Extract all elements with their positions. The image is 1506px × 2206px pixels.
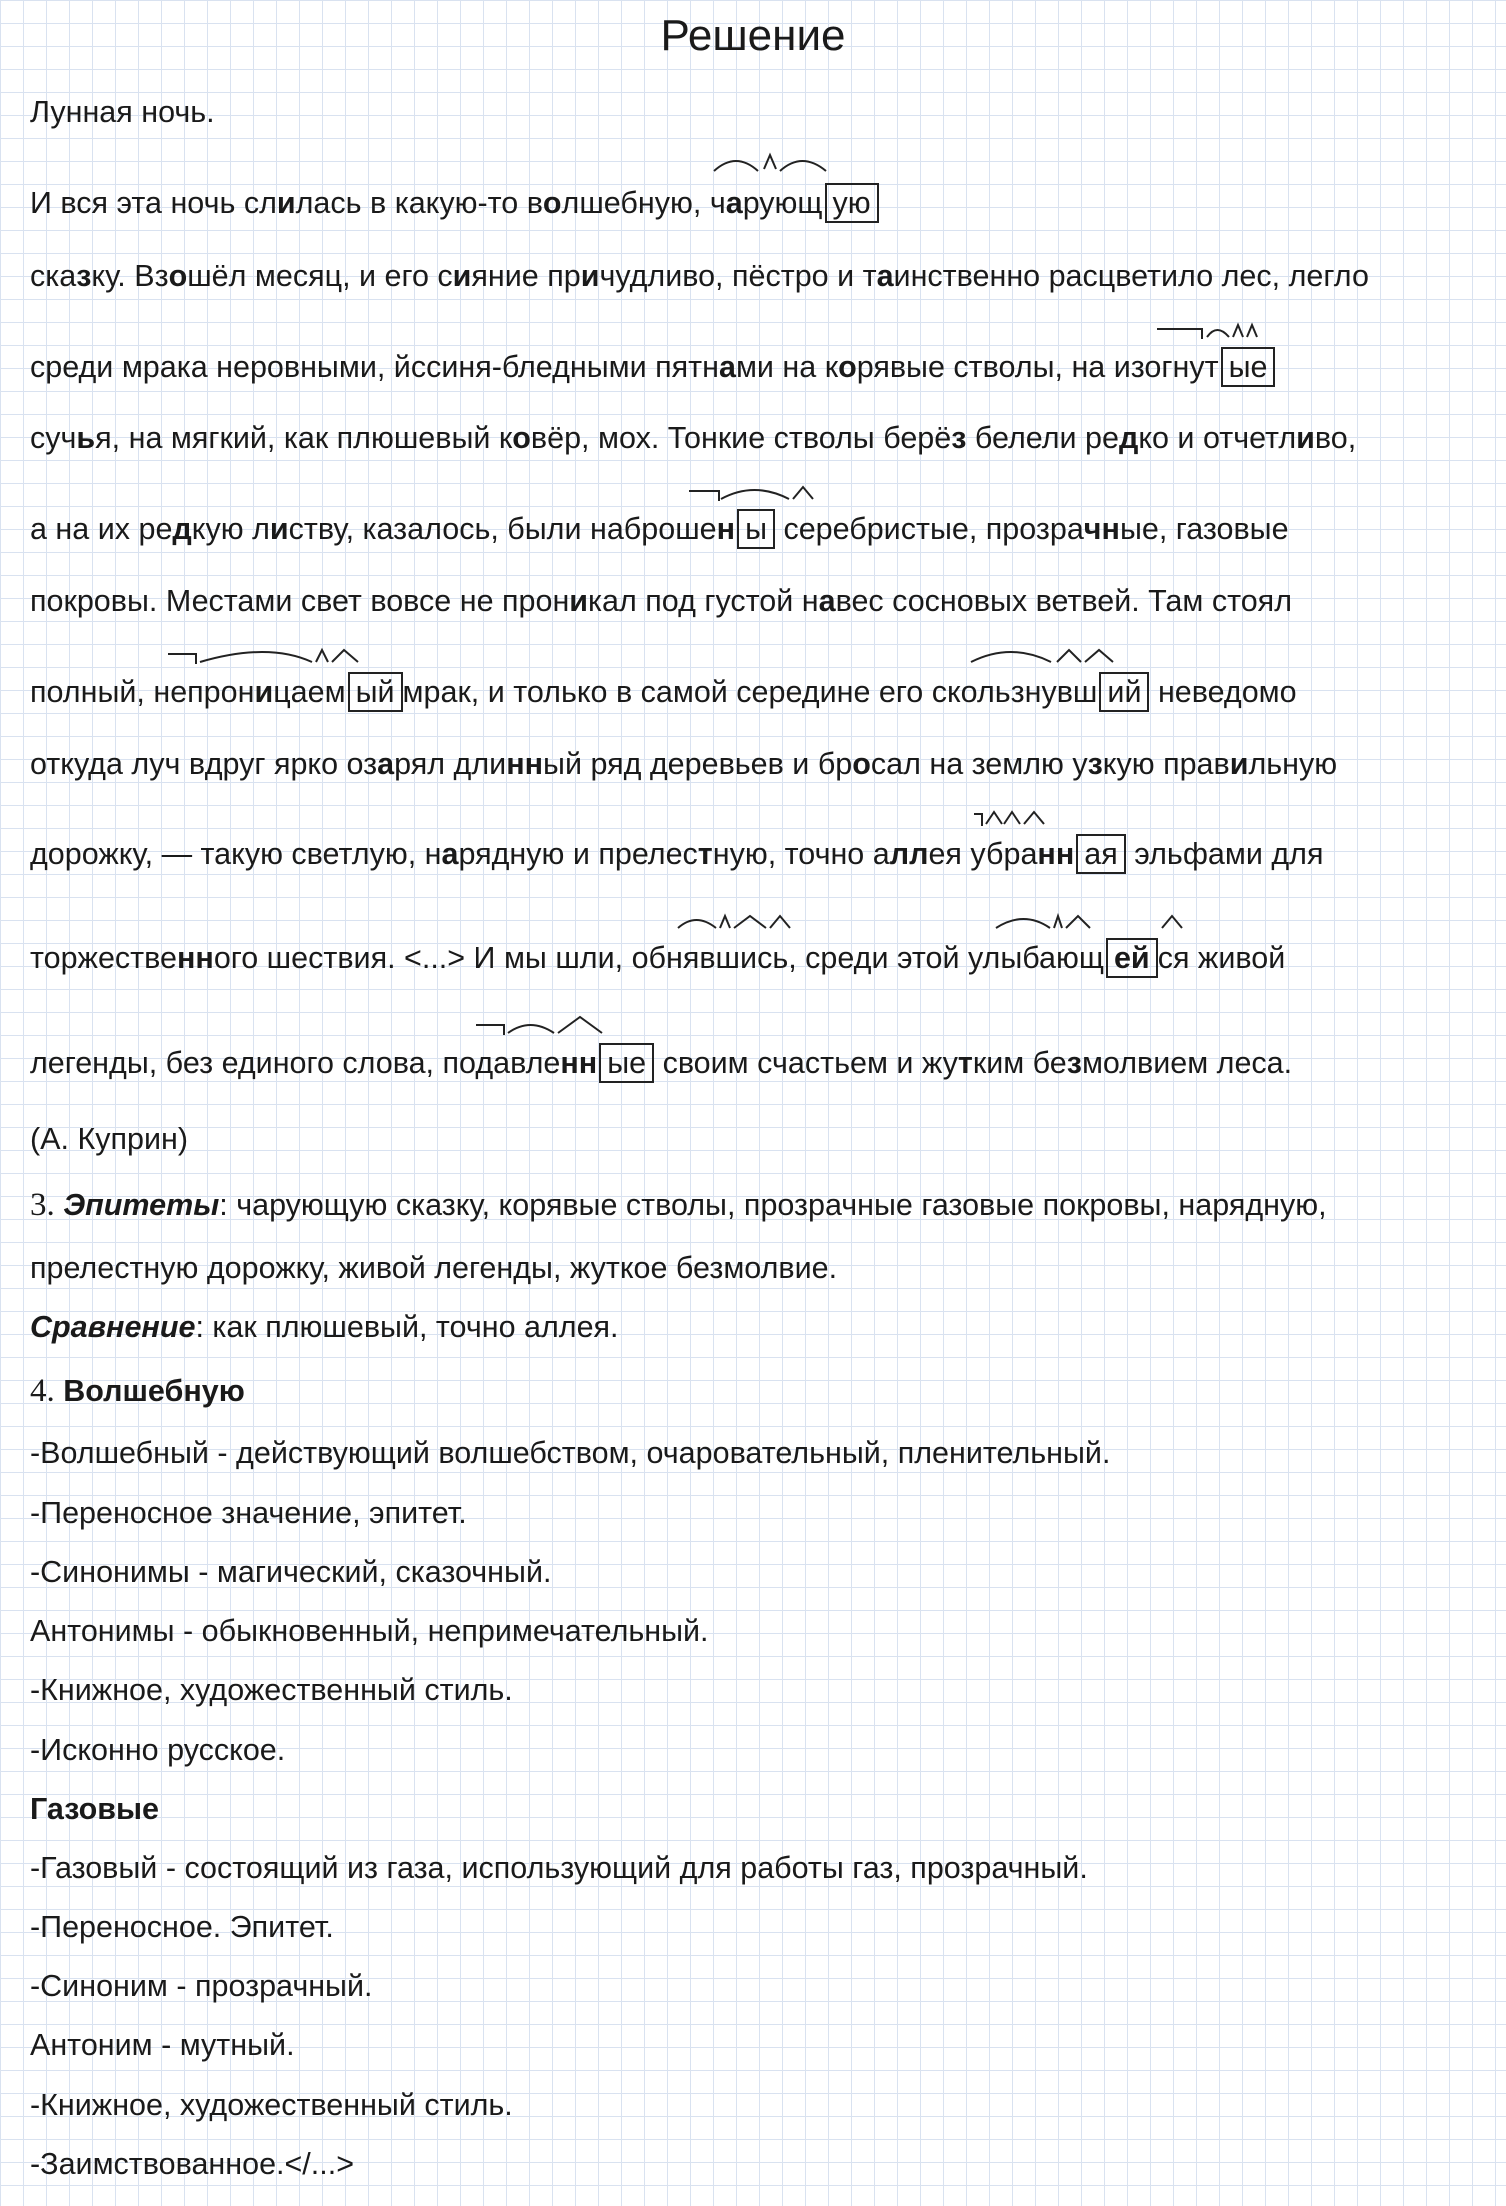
text-line: И вся эта ночь слилась в какую-то волшебную, чарующ ую (30, 183, 1486, 223)
morpheme-marks (857, 305, 1257, 345)
text-line: Антонимы - обыкновенный, непримечательный. (30, 1614, 709, 1648)
morpheme-marks (928, 792, 1078, 832)
ending-box: ый (348, 672, 403, 712)
morpheme-marks (710, 141, 830, 181)
ending-box: ы (737, 509, 775, 549)
ending-box: ая (1076, 834, 1125, 874)
text-line: -Переносное. Эпитет. (30, 1910, 334, 1944)
text-line: сучья, на мягкий, как плюшевый ковёр, мох. Тонкие стволы берёз белели редко и отчетливо, (30, 421, 1357, 455)
ending-box: ые (599, 1043, 654, 1083)
morpheme-word: легенды, без единого слова, подавленн (30, 1043, 597, 1083)
morpheme-word: ея убранн (928, 834, 1074, 874)
morpheme-word: мрак, и только в самой середине его скользнувш (403, 672, 1098, 712)
morpheme-word: рявые стволы, на изогнут (857, 347, 1219, 387)
morpheme-marks (289, 467, 829, 507)
morpheme-word: полный, непроницаем (30, 672, 346, 712)
morpheme-word: чарующ (710, 183, 823, 223)
text-line: Газовые (30, 1792, 160, 1826)
text-line: Антоним - мутный. (30, 2028, 295, 2062)
text-line: Сравнение: как плюшевый, точно аллея. (30, 1310, 619, 1344)
morpheme-word: ству, казалось, были наброшен (289, 509, 735, 549)
text-line: -Книжное, художественный стиль. (30, 2088, 513, 2122)
text-line: -Книжное, художественный стиль. (30, 1673, 513, 1707)
text-line: откуда луч вдруг ярко озарял длинный ряд деревьев и бросал на землю узкую правильную (30, 747, 1338, 781)
text-line: прелестную дорожку, живой легенды, жуткое безмолвие. (30, 1251, 838, 1285)
morpheme-marks (30, 1001, 670, 1041)
text-line: среди мрака неровными, йссиня-бледными пятнами на ко рявые стволы, на изогнут ые (30, 347, 1486, 387)
ending-box: ий (1099, 672, 1149, 712)
text-line: а на их редкую ли ству, казалось, были наброшен ы серебристые, прозрачные, газовые (30, 509, 1486, 549)
morpheme-marks (214, 896, 1094, 936)
ending-box: ую (825, 183, 879, 223)
text-line: покровы. Местами свет вовсе не проникал под густой навес сосновых ветвей. Там стоял (30, 584, 1292, 618)
page-title: Решение (660, 11, 846, 60)
text-line: (А. Куприн) (30, 1122, 188, 1156)
text-line: легенды, без единого слова, подавленн ые своим счастьем и жутким безмолвием леса. (30, 1043, 1486, 1083)
text-line: сказку. Взошёл месяц, и его сияние причудливо, пёстро и таинственно расцветило лес, легло (30, 259, 1369, 293)
text-line: 3. Эпитеты: чарующую сказку, корявые стволы, прозрачные газовые покровы, нарядную, (30, 1187, 1327, 1223)
text-line: -Синоним - прозрачный. (30, 1969, 373, 2003)
text-line: -Заимствованное.</...> (30, 2147, 355, 2181)
morpheme-marks (30, 630, 370, 670)
ending-box: ые (1221, 347, 1276, 387)
morpheme-marks (1158, 896, 1198, 936)
text-line: торжественн ого шествия. <...> И мы шли, обнявшись, среди этой улыбающ ей ся живой (30, 938, 1486, 978)
morpheme-word: ого шествия. <...> И мы шли, обнявшись, среди этой улыбающ (214, 938, 1104, 978)
text-line: -Исконно русское. (30, 1733, 286, 1767)
morpheme-marks (403, 630, 1123, 670)
text-line: 4. Волшебную (30, 1373, 245, 1409)
text-line: -Газовый - состоящий из газа, использующий для работы газ, прозрачный. (30, 1851, 1088, 1885)
text-line: Лунная ночь. (30, 95, 215, 129)
text-line: дорожку, — такую светлую, нарядную и прелестную, точно алл ея убранн ая эльфами для (30, 834, 1486, 874)
morpheme-word: ся живой (1158, 938, 1286, 978)
text-line: -Волшебный - действующий волшебством, очаровательный, пленительный. (30, 1436, 1111, 1470)
ending-box: ей (1106, 938, 1158, 978)
text-line: -Синонимы - магический, сказочный. (30, 1555, 552, 1589)
text-line: полный, непроницаем ый мрак, и только в самой середине его скользнувш ий неведомо (30, 672, 1486, 712)
text-line: -Переносное значение, эпитет. (30, 1496, 467, 1530)
